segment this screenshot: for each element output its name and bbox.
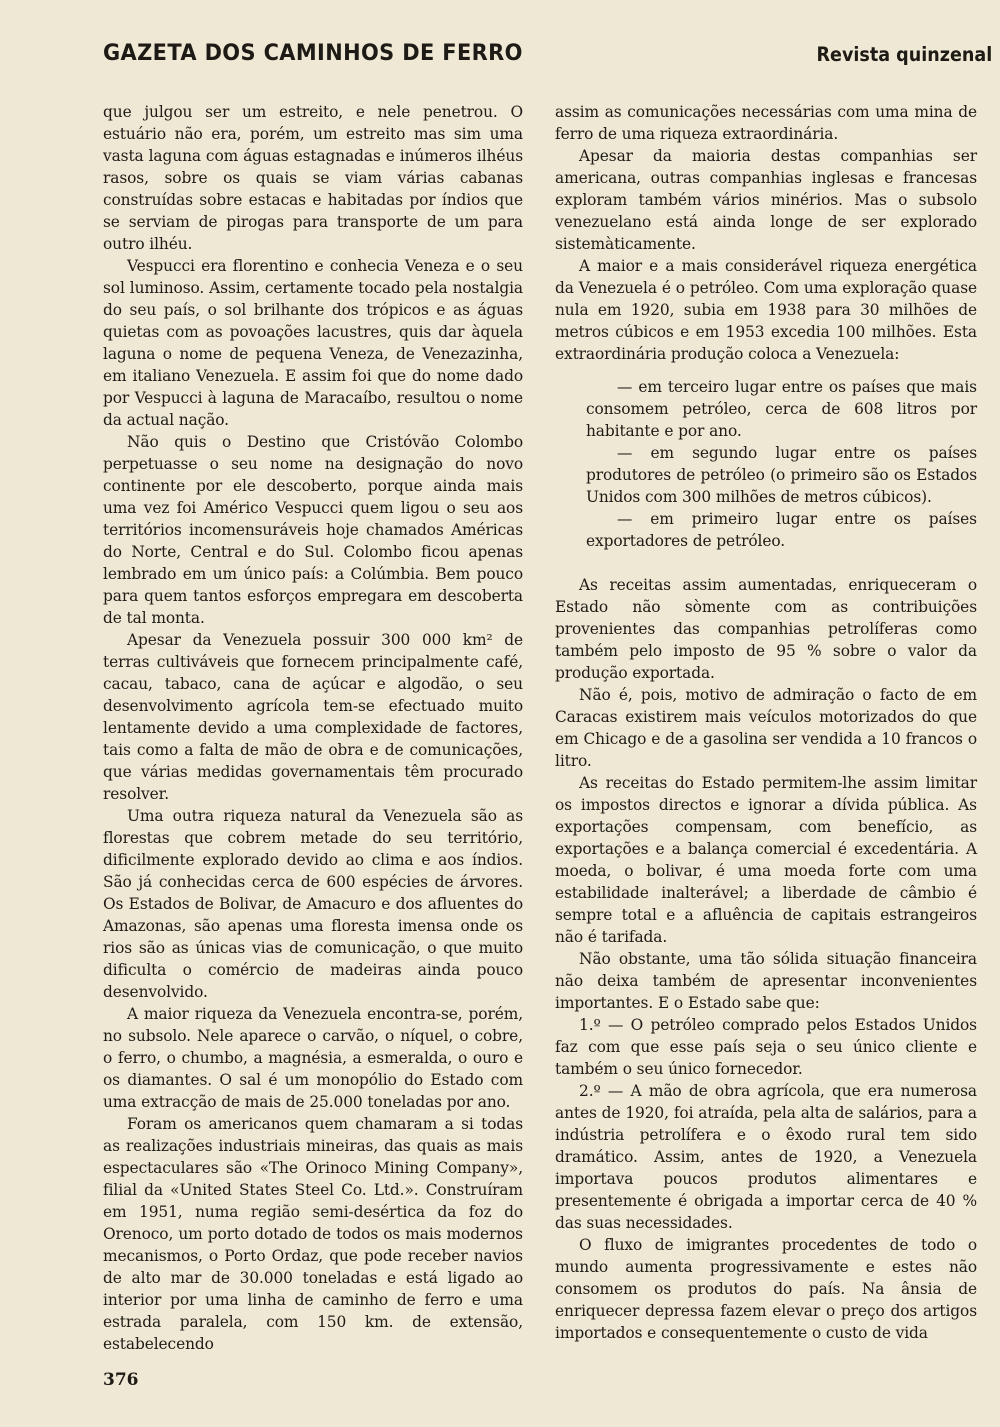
publication-title: GAZETA DOS CAMINHOS DE FERRO [103, 40, 523, 66]
paragraph: Vespucci era florentino e conhecia Veneza e o seu sol luminoso. Assim, certamente tocado pela nostalgia do seu país, o sol brilhante dos trópicos e as águas quietas com as povoações lacustres, quis dar àquela laguna o nome de pequena Veneza, de Venezazinha, em italiano Venezuela. E assim foi que do nome dado por Vespucci à laguna de Maracaíbo, resultou o nome da actual nação. [103, 257, 523, 429]
paragraph: 1.º — O petróleo comprado pelos Estados Unidos faz com que esse país seja o seu único cliente e também o seu único fornecedor. [555, 1016, 977, 1078]
paragraph: Não quis o Destino que Cristóvão Colombo perpetuasse o seu nome na designação do novo continente por ele descoberto, porque ainda mais uma vez foi Américo Vespucci quem ligou o seu aos territórios incomensuráveis hoje chamados Américas do Norte, Central e do Sul. Colombo ficou apenas lembrado em um único país: a Colúmbia. Bem pouco para quem tantos esforços empregara em descoberta de tal monta. [103, 433, 523, 627]
paragraph: Apesar da maioria destas companhias ser americana, outras companhias inglesas e francesas exploram também vários minérios. Mas o subsolo venezuelano está ainda longe de ser explorado sistemàticamente. [555, 147, 977, 253]
list-item: — em terceiro lugar entre os países que mais consomem petróleo, cerca de 608 litros por habitante e por ano. [586, 378, 977, 440]
list-item: — em segundo lugar entre os países produtores de petróleo (o primeiro são os Estados Unidos com 300 milhões de metros cúbicos). [586, 444, 977, 506]
paragraph: As receitas do Estado permitem-lhe assim limitar os impostos directos e ignorar a dívida pública. As exportações compensam, com benefício, as exportações e a balança comercial é excedentária. A moeda, o bolivar, é uma moeda forte com uma estabilidade inalterável; a liberdade de câmbio é sempre total e a afluência de capitais estrangeiros não é tarifada. [555, 774, 977, 946]
paragraph: Não é, pois, motivo de admiração o facto de em Caracas existirem mais veículos motorizados do que em Chicago e de a gasolina ser vendida a 10 francos o litro. [555, 686, 977, 770]
ranking-list [555, 376, 977, 552]
running-header [103, 30, 992, 66]
publication-subtitle: Revista quinzenal [816, 43, 992, 66]
paragraph: que julgou ser um estreito, e nele penetrou. O estuário não era, porém, um estreito mas sim uma vasta laguna com águas estagnadas e inúmeros ilhéus rasos, sobre os quais se viam várias cabanas construídas sobre estacas e habitadas por índios que se serviam de pirogas para transporte de um para outro ilhéu. [103, 103, 523, 253]
paragraph: assim as comunicações necessárias com uma mina de ferro de uma riqueza extraordinária. [555, 103, 977, 143]
paragraph: A maior e a mais considerável riqueza energética da Venezuela é o petróleo. Com uma exploração quase nula em 1920, subia em 1938 para 30 milhões de metros cúbicos e em 1953 excedia 100 milhões. Esta extraordinária produção coloca a Venezuela: [555, 257, 977, 363]
paragraph: Foram os americanos quem chamaram a si todas as realizações industriais mineiras, das quais as mais espectaculares são «The Orinoco Mining Company», filial da «United States Steel Co. Ltd.». Construíram em 1951, numa região semi-desértica da foz do Orenoco, um porto dotado de todos os mais modernos mecanismos, o Porto Ordaz, que pode receber navios de alto mar de 30.000 toneladas e está ligado ao interior por uma linha de caminho de ferro e uma estrada paralela, com 150 km. de extensão, estabelecendo [103, 1115, 523, 1353]
paragraph: A maior riqueza da Venezuela encontra-se, porém, no subsolo. Nele aparece o carvão, o níquel, o cobre, o ferro, o chumbo, a magnésia, a esmeralda, o ouro e os diamantes. O sal é um monopólio do Estado com uma extracção de mais de 25.000 toneladas por ano. [103, 1005, 523, 1111]
list-item: — em primeiro lugar entre os países exportadores de petróleo. [586, 510, 977, 550]
paragraph: 2.º — A mão de obra agrícola, que era numerosa antes de 1920, foi atraída, pela alta de salários, para a indústria petrolífera e o êxodo rural tem sido dramático. Assim, antes de 1920, a Venezuela importava poucos produtos alimentares e presentemente é obrigada a importar cerca de 40 % das suas necessidades. [555, 1082, 977, 1232]
page-number: 376 [103, 1370, 139, 1390]
paragraph: Uma outra riqueza natural da Venezuela são as florestas que cobrem metade do seu território, dificilmente explorado devido ao clima e aos índios. São já conhecidas cerca de 600 espécies de árvores. Os Estados de Bolivar, de Amacuro e dos afluentes do Amazonas, são apenas uma floresta imensa onde os rios são as únicas vias de comunicação, o que muito dificulta o comércio de madeiras ainda pouco desenvolvido. [103, 807, 523, 1001]
paragraph: Não obstante, uma tão sólida situação financeira não deixa também de apresentar inconvenientes importantes. E o Estado sabe que: [555, 950, 977, 1012]
paragraph: As receitas assim aumentadas, enriqueceram o Estado não sòmente com as contribuições provenientes das companhias petrolíferas como também pelo imposto de 95 % sobre o valor da produção exportada. [555, 576, 977, 682]
left-column [103, 101, 523, 1355]
paragraph: Apesar da Venezuela possuir 300 000 km² de terras cultiváveis que fornecem principalmente café, cacau, tabaco, cana de açúcar e algodão, o seu desenvolvimento agrícola tem-se efectuado muito lentamente devido a uma complexidade de factores, tais como a falta de mão de obra e de comunicações, que várias medidas governamentais têm procurado resolver. [103, 631, 523, 803]
right-column [555, 101, 977, 1344]
paragraph: O fluxo de imigrantes procedentes de todo o mundo aumenta progressivamente e estes não consomem os produtos do país. Na ânsia de enriquecer depressa fazem elevar o preço dos artigos importados e consequentemente o custo de vida [555, 1236, 977, 1342]
